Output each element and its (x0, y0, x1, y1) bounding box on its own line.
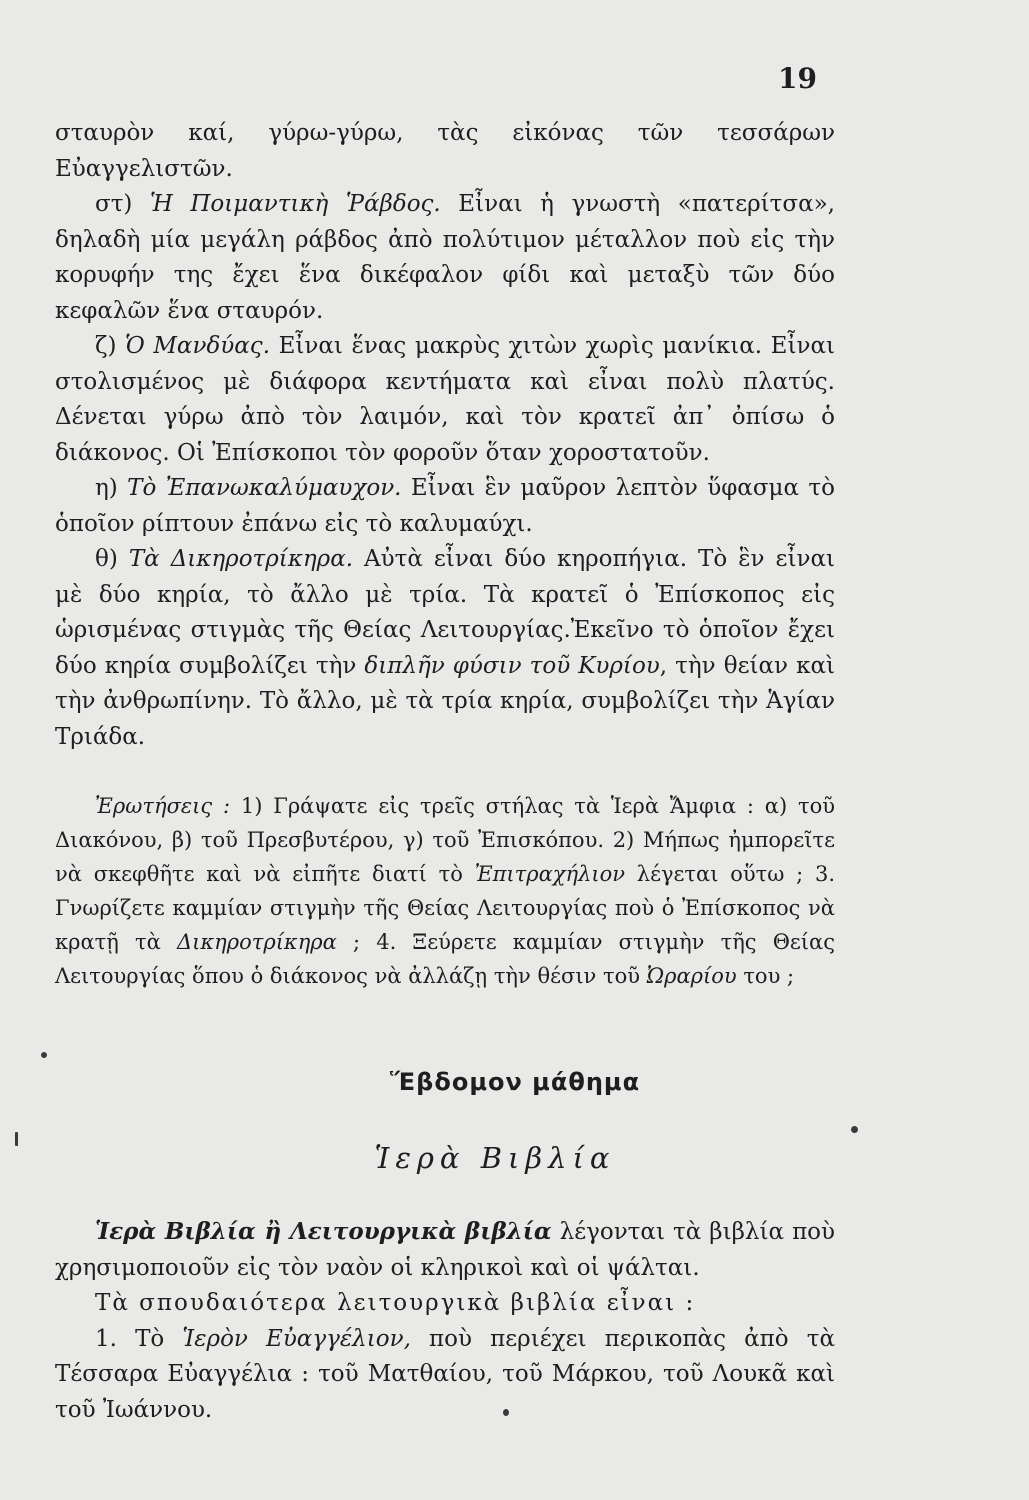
questions-text: του ; (736, 964, 795, 988)
item-label: ζ) (95, 333, 126, 359)
paragraph-mandyas (55, 329, 835, 471)
item-heading: Τὰ Δικηροτρίκηρα. (128, 546, 354, 572)
emphasis-text: Ὠραρίου (646, 964, 737, 988)
bold-term: ἢ (255, 1218, 290, 1245)
ink-speck (41, 1052, 47, 1058)
item-label: στ) (95, 191, 150, 217)
emphasis-text: Ἐπιτραχήλιον (474, 862, 626, 886)
paragraph-epanokalymafchon (55, 471, 835, 542)
bold-term: Λειτουργικὰ βιβλία (289, 1218, 552, 1245)
questions-paragraph (55, 789, 835, 993)
questions-text: λέγεται οὕτω ; 3. Γνωρίζετε καμμίαν στιγμὴν τῆς Θείας Λειτουργίας ποὺ ὁ Ἐπίσκοπος νὰ κρατῇ τὰ (55, 862, 835, 954)
item-heading: Τὸ Ἐπανωκαλύμαυχον. (127, 475, 402, 501)
paragraph-text: σταυρὸν καί, γύρω-γύρω, τὰς εἰκόνας τῶν τεσσάρων Εὐαγγελιστῶν. (55, 120, 835, 182)
emphasis-text: διπλῆν φύσιν τοῦ Κυρίου (364, 652, 660, 679)
page-number: 19 (778, 62, 817, 95)
paragraph-text: Αὐτὰ εἶναι δύο κηροπήγια. Τὸ ἓν εἶναι μὲ δύο κηρία, τὸ ἄλλο μὲ τρία. Τὰ κρατεῖ ὁ Ἐπίσκοπος εἰς ὡρισμένας στιγμὰς τῆς Θείας Λειτουργίας.Ἐκεῖνο τὸ ὁποῖον ἔχει δύο κηρία συμβολίζει τὴν (55, 546, 835, 679)
paragraph-text: , τὴν θείαν καὶ τὴν ἀνθρωπίνην. Τὸ ἄλλο, μὲ τὰ τρία κηρία, συμβολίζει τὴν Ἁγίαν Τριάδα. (55, 652, 835, 750)
item-label: 1. Τὸ (95, 1325, 183, 1352)
questions-text: 1) Γράψατε εἰς τρεῖς στήλας τὰ Ἱερὰ Ἄμφια : α) τοῦ Διακόνου, β) τοῦ Πρεσβυτέρου, γ) τοῦ Ἐπισκόπου. 2) Μήπως ἠμπορεῖτε νὰ σκεφθῆτε καὶ νὰ εἰπῆτε διατί τὸ (55, 794, 835, 886)
paragraph-pastoral-staff (55, 187, 835, 329)
ink-speck (15, 1132, 18, 1146)
paragraph-text: ποὺ περιέχει περικοπὰς ἀπὸ τὰ Τέσσαρα Εὐαγγέλια : τοῦ Ματθαίου, τοῦ Μάρκου, τοῦ Λουκᾶ καὶ τοῦ Ἰωάννου. (55, 1325, 835, 1423)
paragraph-dikirotrikira (55, 542, 835, 755)
paragraph-holy-books (55, 1214, 835, 1286)
lesson-title: Ἕβδομον μάθημα (389, 1068, 641, 1096)
questions-label: Ἐρωτήσεις : (95, 794, 231, 818)
paragraph-crosses (55, 116, 835, 187)
questions-text: ; 4. Ξεύρετε καμμίαν στιγμὴν τῆς Θείας Λειτουργίας ὅπου ὁ διάκονος νὰ ἀλλάζῃ τὴν θέσιν τοῦ (55, 930, 835, 988)
paragraph-text: Τὰ σπουδαιότερα λειτουργικὰ βιβλία εἶναι : (95, 1290, 696, 1316)
ink-speck (851, 1126, 858, 1133)
emphasis-text: Ἱερὸν Εὐαγγέλιον, (182, 1325, 411, 1352)
bold-term: Ἱερὰ Βιβλία (95, 1218, 256, 1245)
item-label: θ) (95, 546, 129, 572)
page-body (55, 116, 835, 1428)
paragraph-text: Εἶναι ἕνας μακρὺς χιτὼν χωρὶς μανίκια. Εἶναι στολισμένος μὲ διάφορα κεντήματα καὶ εἶναι πολὺ πλατύς. Δένεται γύρω ἀπὸ τὸν λαιμόν, καὶ τὸν κρατεῖ ἀπ᾽ ὀπίσω ὁ διάκονος. Οἱ Ἐπίσκοποι τὸν φοροῦν ὅταν χοροστατοῦν. (55, 333, 835, 466)
paragraph-text: Εἶναι ἡ γνωστὴ «πατερίτσα», δηλαδὴ μία μεγάλη ράβδος ἀπὸ πολύτιμον μέταλλον ποὺ εἰς τὴν κορυφήν της ἔχει ἕνα δικέφαλον φίδι καὶ μεταξὺ τῶν δύο κεφαλῶν ἕνα σταυρόν. (55, 191, 835, 324)
paragraph-important-books (55, 1286, 835, 1322)
item-heading: Ἡ Ποιμαντικὴ Ῥάβδος. (149, 191, 441, 217)
item-label: η) (95, 475, 128, 501)
paragraph-text: Εἶναι ἓν μαῦρον λεπτὸν ὕφασμα τὸ ὁποῖον ρίπτουν ἐπάνω εἰς τὸ καλυμαύχι. (55, 475, 835, 537)
paragraph-gospel (55, 1322, 835, 1429)
emphasis-text: Δικηροτρίκηρα (176, 930, 337, 954)
section-title: Ἱερὰ Βιβλία (374, 1140, 616, 1175)
item-heading: Ὁ Μανδύας. (125, 333, 270, 359)
ink-speck (503, 1409, 509, 1416)
paragraph-text: λέγονται τὰ βιβλία ποὺ χρησιμοποιοῦν εἰς τὸν ναὸν οἱ κληρικοὶ καὶ οἱ ψάλται. (55, 1219, 836, 1281)
